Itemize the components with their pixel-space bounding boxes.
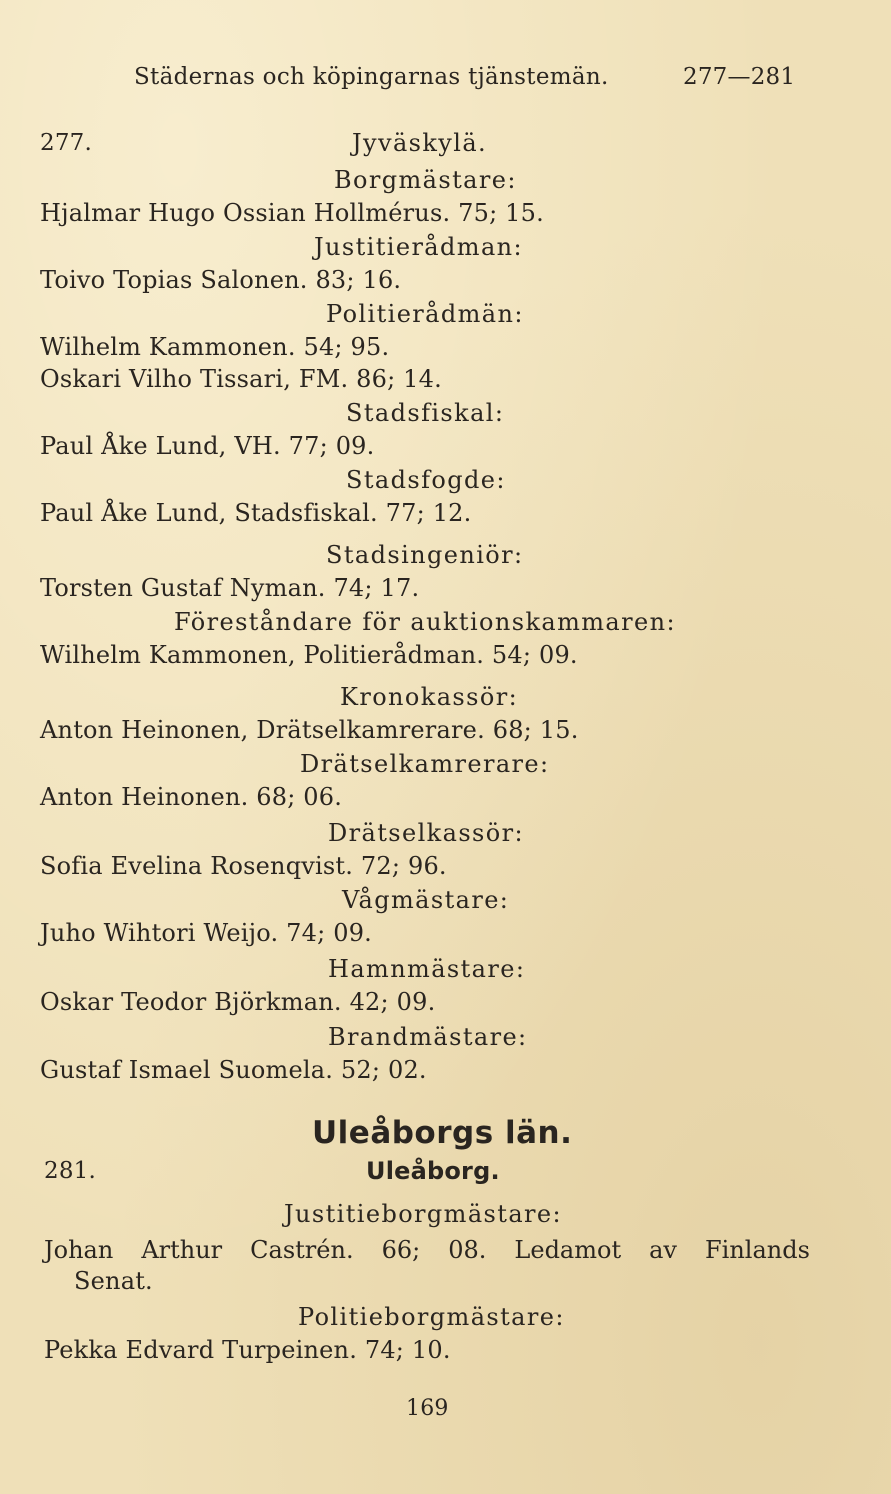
role-heading: Kronokassör:	[340, 683, 519, 711]
role-heading: Stadsingeniör:	[326, 541, 524, 569]
person-entry-justified	[44, 1235, 810, 1265]
word: Ledamot	[514, 1236, 622, 1264]
person-entry: Oskari Vilho Tissari, FM. 86; 14.	[40, 365, 442, 393]
role-heading: Stadsfogde:	[346, 466, 506, 494]
person-entry: Pekka Edvard Turpeinen. 74; 10.	[44, 1336, 451, 1364]
role-heading: Stadsfiskal:	[346, 399, 505, 427]
person-entry: Wilhelm Kammonen. 54; 95.	[40, 333, 390, 361]
person-entry: Anton Heinonen, Drätselkamrerare. 68; 15.	[40, 716, 579, 744]
person-entry: Oskar Teodor Björkman. 42; 09.	[40, 988, 436, 1016]
role-heading: Drätselkassör:	[328, 819, 524, 847]
role-heading: Politierådmän:	[326, 300, 524, 328]
person-entry: Toivo Topias Salonen. 83; 16.	[40, 266, 402, 294]
running-header-range: 277—281	[683, 64, 796, 90]
role-heading: Justitieborgmästare:	[284, 1200, 562, 1228]
role-heading: Justitierådman:	[314, 233, 523, 261]
person-entry: Anton Heinonen. 68; 06.	[40, 783, 343, 811]
word: 08.	[448, 1236, 487, 1264]
city-heading-jyvaskyla: Jyväskylä.	[352, 129, 488, 157]
word: Castrén.	[250, 1236, 354, 1264]
word: 66;	[381, 1236, 421, 1264]
section-number-277: 277.	[40, 130, 93, 156]
role-heading: Brandmästare:	[328, 1023, 528, 1051]
role-heading: Politieborgmästare:	[298, 1303, 565, 1331]
role-heading: Borgmästare:	[334, 166, 517, 194]
role-heading: Vågmästare:	[342, 886, 510, 914]
word: av	[649, 1236, 677, 1264]
person-entry: Paul Åke Lund, Stadsfiskal. 77; 12.	[40, 499, 472, 527]
county-heading: Uleåborgs län.	[312, 1115, 573, 1151]
role-heading: Drätselkamrerare:	[300, 750, 550, 778]
role-heading: Hamnmästare:	[328, 955, 526, 983]
person-entry: Juho Wihtori Weijo. 74; 09.	[40, 919, 373, 947]
word: Johan	[44, 1236, 114, 1264]
person-entry: Hjalmar Hugo Ossian Hollmérus. 75; 15.	[40, 199, 544, 227]
person-entry: Wilhelm Kammonen, Politierådman. 54; 09.	[40, 641, 578, 669]
person-entry: Gustaf Ismael Suomela. 52; 02.	[40, 1056, 427, 1084]
word: Finlands	[705, 1236, 810, 1264]
running-header-title: Städernas och köpingarnas tjänstemän.	[134, 64, 609, 90]
section-number-281: 281.	[44, 1158, 97, 1184]
person-entry: Paul Åke Lund, VH. 77; 09.	[40, 432, 375, 460]
person-entry: Torsten Gustaf Nyman. 74; 17.	[40, 574, 420, 602]
person-entry-continuation: Senat.	[74, 1267, 153, 1295]
word: Arthur	[141, 1236, 223, 1264]
person-entry: Sofia Evelina Rosenqvist. 72; 96.	[40, 852, 447, 880]
page-number: 169	[406, 1396, 449, 1421]
city-heading-uleaborg: Uleåborg.	[366, 1157, 500, 1185]
role-heading: Föreståndare för auktionskammaren:	[174, 608, 676, 636]
